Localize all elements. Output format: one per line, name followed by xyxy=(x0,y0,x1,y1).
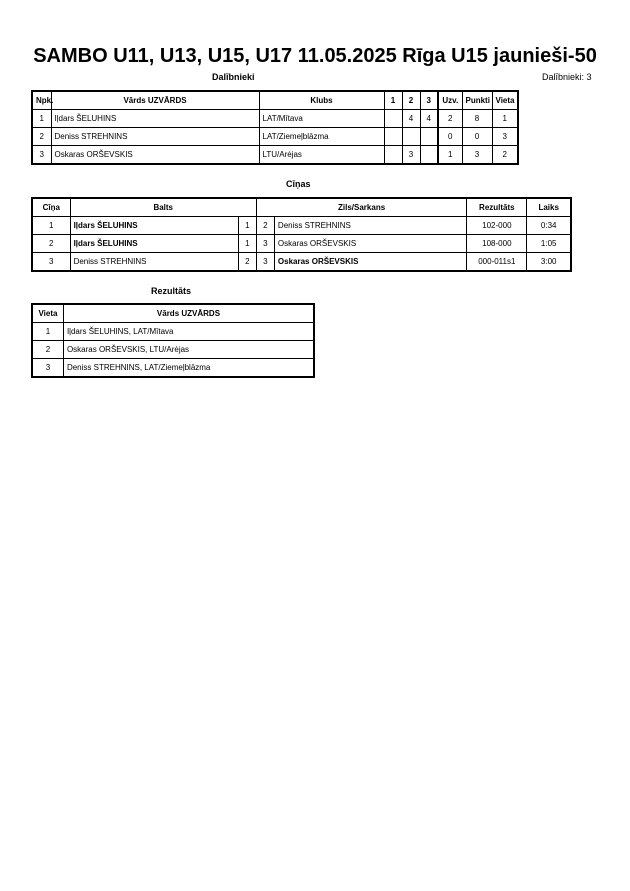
col-white: Balts xyxy=(70,198,256,217)
cell-fight-number: 2 xyxy=(32,235,70,253)
cell-npk: 3 xyxy=(32,146,51,165)
col-place: Vieta xyxy=(492,91,518,110)
col-r2: 2 xyxy=(402,91,420,110)
table-row xyxy=(32,146,518,165)
cell-r1 xyxy=(384,128,402,146)
cell-time: 3:00 xyxy=(527,253,571,272)
table-row xyxy=(32,253,571,272)
cell-r1 xyxy=(384,110,402,128)
participants-count: Dalībnieki: 3 xyxy=(542,72,592,82)
cell-blue-number: 3 xyxy=(256,253,274,272)
participants-table xyxy=(31,90,519,165)
table-row xyxy=(32,341,314,359)
cell-r2: 3 xyxy=(402,146,420,165)
results-table xyxy=(31,303,315,378)
table-row xyxy=(32,217,571,235)
cell-result: 108-000 xyxy=(467,235,527,253)
results-header-row xyxy=(32,304,314,323)
cell-r2 xyxy=(402,128,420,146)
cell-blue-name: Oskaras ORŠEVSKIS xyxy=(274,253,466,272)
cell-points: 0 xyxy=(462,128,492,146)
cell-white-name: Deniss STREHNINS xyxy=(70,253,238,272)
cell-white-name: Iļdars ŠELUHINS xyxy=(70,217,238,235)
cell-time: 0:34 xyxy=(527,217,571,235)
fights-table xyxy=(31,197,572,272)
col-name: Vārds UZVĀRDS xyxy=(63,304,314,323)
cell-name: Deniss STREHNINS, LAT/Ziemeļblāzma xyxy=(63,359,314,378)
cell-place: 1 xyxy=(492,110,518,128)
table-row xyxy=(32,235,571,253)
cell-place: 3 xyxy=(492,128,518,146)
fights-section-title: Cīņas xyxy=(286,179,311,189)
col-wins: Uzv. xyxy=(438,91,462,110)
cell-wins: 0 xyxy=(438,128,462,146)
cell-wins: 2 xyxy=(438,110,462,128)
cell-r2: 4 xyxy=(402,110,420,128)
cell-place: 2 xyxy=(492,146,518,165)
cell-white-number: 2 xyxy=(238,253,256,272)
participants-header-row xyxy=(32,91,518,110)
cell-fight-number: 1 xyxy=(32,217,70,235)
cell-r3: 4 xyxy=(420,110,438,128)
cell-points: 3 xyxy=(462,146,492,165)
cell-r3 xyxy=(420,128,438,146)
col-club: Klubs xyxy=(259,91,384,110)
table-row xyxy=(32,359,314,378)
cell-name: Oskaras ORŠEVSKIS xyxy=(51,146,259,165)
cell-npk: 2 xyxy=(32,128,51,146)
cell-place: 3 xyxy=(32,359,63,378)
cell-club: LAT/Ziemeļblāzma xyxy=(259,128,384,146)
cell-club: LAT/Mītava xyxy=(259,110,384,128)
col-time: Laiks xyxy=(527,198,571,217)
cell-blue-number: 2 xyxy=(256,217,274,235)
cell-white-number: 1 xyxy=(238,217,256,235)
table-row xyxy=(32,128,518,146)
col-points: Punkti xyxy=(462,91,492,110)
col-blue: Zils/Sarkans xyxy=(256,198,466,217)
col-result: Rezultāts xyxy=(467,198,527,217)
cell-r3 xyxy=(420,146,438,165)
page-title: SAMBO U11, U13, U15, U17 11.05.2025 Rīga U15 jaunieši-50 xyxy=(33,45,597,67)
cell-fight-number: 3 xyxy=(32,253,70,272)
cell-result: 000-011s1 xyxy=(467,253,527,272)
cell-name: Iļdars ŠELUHINS, LAT/Mītava xyxy=(63,323,314,341)
table-row xyxy=(32,110,518,128)
cell-place: 1 xyxy=(32,323,63,341)
results-section-title: Rezultāts xyxy=(151,286,192,296)
cell-time: 1:05 xyxy=(527,235,571,253)
cell-name: Oskaras ORŠEVSKIS, LTU/Arėjas xyxy=(63,341,314,359)
col-name: Vārds UZVĀRDS xyxy=(51,91,259,110)
cell-points: 8 xyxy=(462,110,492,128)
cell-white-number: 1 xyxy=(238,235,256,253)
col-r1: 1 xyxy=(384,91,402,110)
cell-club: LTU/Arėjas xyxy=(259,146,384,165)
cell-blue-name: Oskaras ORŠEVSKIS xyxy=(274,235,466,253)
cell-npk: 1 xyxy=(32,110,51,128)
col-r3: 3 xyxy=(420,91,438,110)
cell-white-name: Iļdars ŠELUHINS xyxy=(70,235,238,253)
table-row xyxy=(32,323,314,341)
cell-name: Iļdars ŠELUHINS xyxy=(51,110,259,128)
fights-header-row xyxy=(32,198,571,217)
cell-result: 102-000 xyxy=(467,217,527,235)
cell-r1 xyxy=(384,146,402,165)
cell-blue-number: 3 xyxy=(256,235,274,253)
cell-name: Deniss STREHNINS xyxy=(51,128,259,146)
participants-section-title: Dalībnieki xyxy=(212,72,255,82)
cell-place: 2 xyxy=(32,341,63,359)
col-fight: Cīņa xyxy=(32,198,70,217)
cell-blue-name: Deniss STREHNINS xyxy=(274,217,466,235)
col-npk: Npk. xyxy=(32,91,51,110)
cell-wins: 1 xyxy=(438,146,462,165)
col-place: Vieta xyxy=(32,304,63,323)
